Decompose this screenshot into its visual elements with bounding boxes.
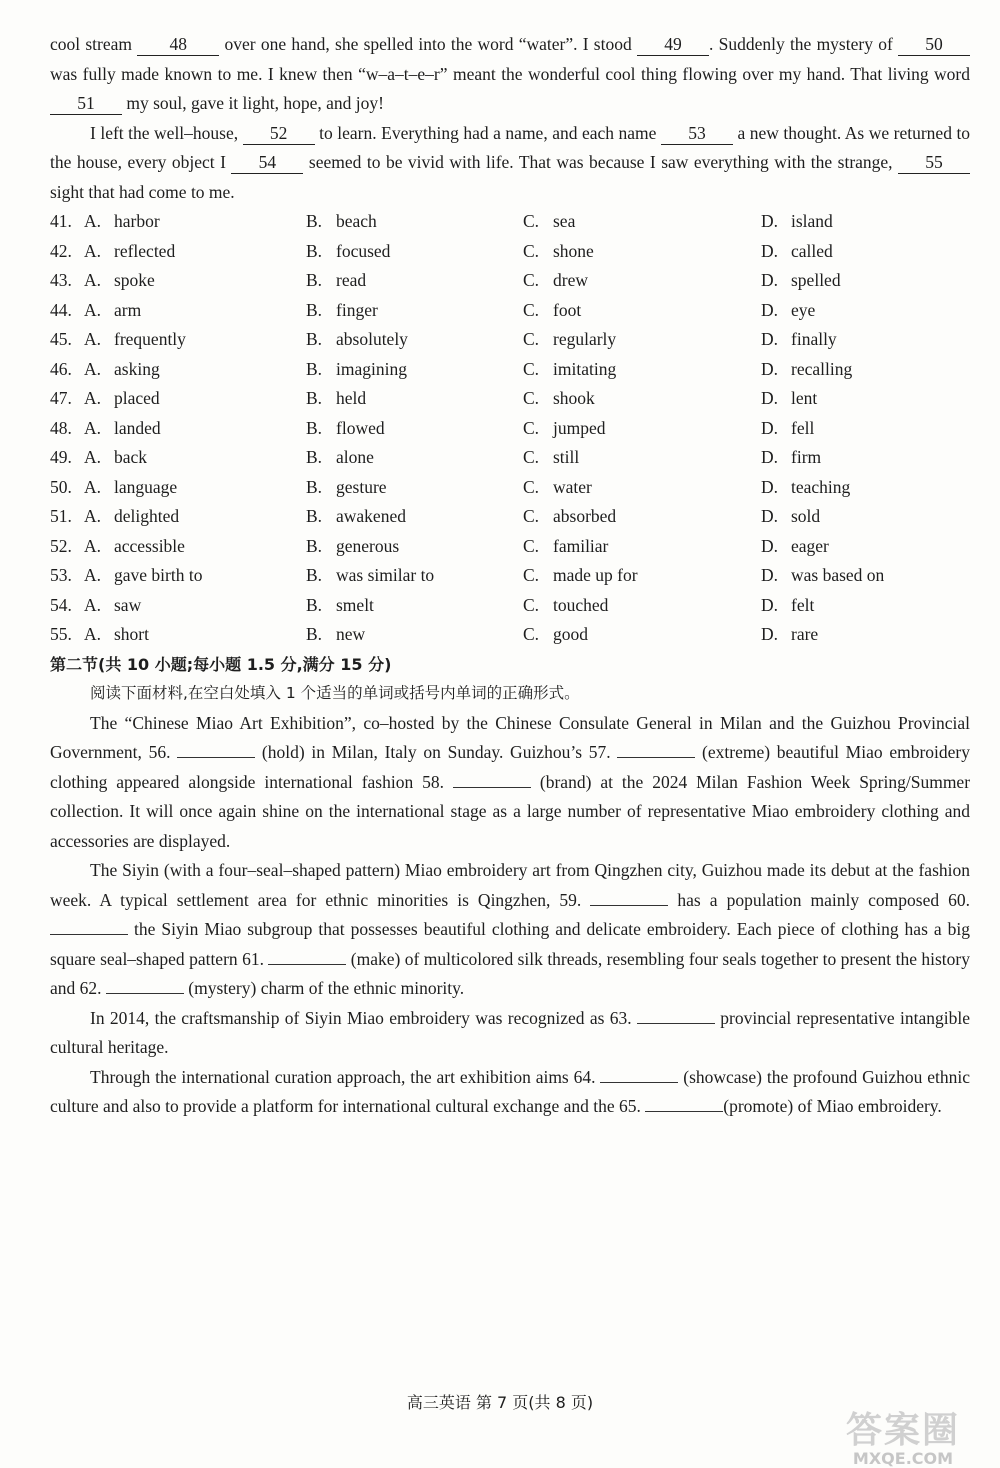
- option-b[interactable]: B. imagining: [306, 358, 407, 379]
- options-row-52: [50, 532, 970, 562]
- text: (make) of multicolored silk threads, resembling four seals together to present the history and 62.: [50, 948, 971, 998]
- option-a[interactable]: A. language: [84, 476, 178, 497]
- question-number: 49.: [50, 447, 72, 467]
- blank-62[interactable]: [106, 975, 184, 994]
- blank-59[interactable]: [590, 887, 668, 906]
- option-c[interactable]: C. imitating: [523, 358, 617, 379]
- passage-paragraph-1: [50, 30, 970, 119]
- option-b[interactable]: B. new: [306, 624, 366, 644]
- text: (promote) of Miao embroidery.: [723, 1096, 942, 1116]
- options-row-43: [50, 266, 970, 296]
- option-c[interactable]: C. water: [523, 476, 592, 497]
- option-b[interactable]: B. generous: [306, 535, 400, 556]
- blank-63[interactable]: [637, 1005, 715, 1024]
- text: sight that had come to me.: [50, 181, 235, 202]
- options-row-55: [50, 620, 970, 650]
- grammar-paragraph-2: [50, 856, 970, 1004]
- option-a[interactable]: A. placed: [84, 388, 160, 408]
- blank-50: 50: [898, 33, 970, 56]
- option-d[interactable]: D. eye: [761, 299, 816, 320]
- text: over one hand, she spelled into the word “water”. I stood: [224, 34, 632, 54]
- text: (extreme) beautiful Miao embroidery clothing appeared alongside international fashion 58.: [50, 742, 970, 792]
- options-row-44: [50, 296, 970, 326]
- text: (mystery) charm of the ethnic minority.: [188, 978, 465, 998]
- option-b[interactable]: B. gesture: [306, 476, 387, 497]
- option-d[interactable]: D. spelled: [761, 270, 841, 290]
- text: The “Chinese Miao Art Exhibition”, co–hosted by the Chinese Consulate General in Milan and the Guizhou Provincial Government, 56.: [50, 712, 970, 762]
- blank-48: 48: [137, 33, 219, 56]
- option-c[interactable]: C. drew: [523, 270, 588, 290]
- question-number: 50.: [50, 476, 72, 497]
- option-a[interactable]: A. arm: [84, 299, 142, 320]
- option-b[interactable]: B. read: [306, 270, 367, 290]
- options-row-50: [50, 473, 970, 503]
- question-number: 42.: [50, 240, 72, 261]
- option-d[interactable]: D. recalling: [761, 358, 853, 379]
- watermark-logo: [828, 1402, 978, 1468]
- blank-58[interactable]: [453, 769, 531, 788]
- option-c[interactable]: C. good: [523, 624, 588, 644]
- option-d[interactable]: D. was based on: [761, 565, 885, 585]
- text: I left the well–house,: [90, 122, 239, 143]
- options-row-42: [50, 237, 970, 267]
- option-b[interactable]: B. smelt: [306, 594, 374, 615]
- option-d[interactable]: D. called: [761, 240, 833, 261]
- blank-61[interactable]: [268, 946, 346, 965]
- option-d[interactable]: D. rare: [761, 624, 819, 644]
- text: cool stream: [50, 34, 133, 54]
- blank-53: 53: [661, 122, 733, 145]
- question-number: 43.: [50, 270, 72, 290]
- blank-52: 52: [243, 122, 315, 145]
- option-a[interactable]: A. harbor: [84, 211, 160, 231]
- option-d[interactable]: D. island: [761, 211, 833, 231]
- text: (showcase) the profound Guizhou ethnic culture and also to provide a platform for international cultural exchange and the 65.: [50, 1066, 971, 1116]
- exam-page: [50, 30, 970, 1122]
- option-a[interactable]: A. frequently: [84, 329, 186, 349]
- option-d[interactable]: D. felt: [761, 594, 815, 615]
- question-number: 44.: [50, 299, 72, 320]
- text: The Siyin (with a four–seal–shaped pattern) Miao embroidery art from Qingzhen city, Guizhou made its debut at the fashion week. A typical settlement area for ethnic minorities is Qingzhen, 59.: [50, 860, 970, 910]
- grammar-paragraph-3: [50, 1004, 970, 1063]
- question-number: 54.: [50, 594, 72, 615]
- blank-49: 49: [637, 33, 709, 56]
- options-row-51: [50, 502, 970, 532]
- option-d[interactable]: D. eager: [761, 535, 829, 556]
- watermark-logo-text: 答案圈: [845, 1410, 960, 1451]
- option-d[interactable]: D. fell: [761, 417, 815, 438]
- options-row-45: [50, 325, 970, 355]
- option-c[interactable]: C. shone: [523, 240, 594, 261]
- grammar-paragraph-1: [50, 709, 970, 857]
- text: (hold) in Milan, Italy on Sunday. Guizhou’s 57.: [261, 742, 611, 762]
- text: a new thought. As we returned to the house, every object I: [50, 122, 971, 172]
- blank-55: 55: [898, 151, 970, 174]
- option-b[interactable]: B. held: [306, 388, 367, 408]
- text: seemed to be vivid with life. That was because I saw everything with the strange,: [308, 152, 893, 172]
- text: Through the international curation approach, the art exhibition aims 64.: [90, 1066, 596, 1087]
- text: to learn. Everything had a name, and each name: [319, 122, 657, 143]
- blank-64[interactable]: [600, 1064, 678, 1083]
- options-row-46: [50, 355, 970, 385]
- text: my soul, gave it light, hope, and joy!: [126, 93, 384, 113]
- question-number: 46.: [50, 358, 72, 379]
- option-c[interactable]: C. familiar: [523, 535, 609, 556]
- option-a[interactable]: A. delighted: [84, 506, 180, 526]
- question-number: 48.: [50, 417, 72, 438]
- option-b[interactable]: B. was similar to: [306, 565, 435, 585]
- option-c[interactable]: C. foot: [523, 299, 582, 320]
- blank-56[interactable]: [177, 739, 255, 758]
- option-d[interactable]: D. teaching: [761, 476, 851, 497]
- options-row-41: [50, 207, 970, 237]
- blank-60[interactable]: [50, 916, 128, 935]
- page-footer: 高三英语 第 7 页(共 8 页): [406, 1393, 594, 1412]
- option-b[interactable]: B. alone: [306, 447, 374, 467]
- option-c[interactable]: C. absorbed: [523, 506, 617, 526]
- text: . Suddenly the mystery of: [708, 34, 893, 54]
- options-row-49: [50, 443, 970, 473]
- question-number: 47.: [50, 388, 72, 408]
- text: the Siyin Miao subgroup that possesses beautiful clothing and delicate embroidery. Each piece of clothing has a big square seal–shaped pattern 61.: [50, 919, 970, 969]
- question-number: 41.: [50, 211, 72, 231]
- option-c[interactable]: C. sea: [523, 211, 576, 231]
- option-a[interactable]: A. gave birth to: [84, 565, 203, 585]
- option-a[interactable]: A. back: [84, 447, 148, 467]
- option-b[interactable]: B. beach: [306, 211, 377, 231]
- question-number: 45.: [50, 329, 72, 349]
- section-title: 第二节(共 10 小题;每小题 1.5 分,满分 15 分): [50, 654, 392, 674]
- text: (brand) at the 2024 Milan Fashion Week Spring/Summer collection. It will once again shine on the international stage as a large number of representative Miao embroidery clothing and accessories are displayed.: [50, 771, 971, 851]
- blank-65[interactable]: [645, 1093, 723, 1112]
- option-b[interactable]: B. awakened: [306, 506, 406, 526]
- passage-paragraph-2: [50, 119, 970, 208]
- option-d[interactable]: D. firm: [761, 447, 822, 467]
- option-d[interactable]: D. lent: [761, 388, 818, 408]
- option-b[interactable]: B. finger: [306, 299, 378, 320]
- option-b[interactable]: B. flowed: [306, 417, 385, 438]
- question-number: 53.: [50, 565, 72, 585]
- question-number: 51.: [50, 506, 72, 526]
- section-instruction: 阅读下面材料,在空白处填入 1 个适当的单词或括号内单词的正确形式。: [90, 684, 580, 702]
- grammar-paragraph-4: [50, 1063, 970, 1122]
- option-a[interactable]: A. landed: [84, 417, 161, 438]
- options-row-48: [50, 414, 970, 444]
- option-a[interactable]: A. reflected: [84, 240, 176, 261]
- blank-54: 54: [231, 151, 303, 174]
- option-c[interactable]: C. made up for: [523, 565, 638, 585]
- option-a[interactable]: A. saw: [84, 594, 142, 615]
- options-row-53: [50, 561, 970, 591]
- options-row-54: [50, 591, 970, 621]
- option-d[interactable]: D. sold: [761, 506, 821, 526]
- text: has a population mainly composed 60.: [677, 889, 971, 910]
- option-a[interactable]: A. accessible: [84, 535, 185, 556]
- question-number: 52.: [50, 535, 72, 556]
- option-c[interactable]: C. jumped: [523, 417, 606, 438]
- blank-51: 51: [50, 92, 122, 115]
- option-b[interactable]: B. focused: [306, 240, 391, 261]
- option-d[interactable]: D. finally: [761, 329, 837, 349]
- text: In 2014, the craftsmanship of Siyin Miao embroidery was recognized as 63.: [90, 1007, 632, 1028]
- option-a[interactable]: A. asking: [84, 358, 160, 379]
- option-c[interactable]: C. still: [523, 447, 580, 467]
- text: was fully made known to me. I knew then “w–a–t–e–r” meant the wonderful cool thing flowing over my hand. That living word: [50, 63, 970, 84]
- option-c[interactable]: C. touched: [523, 594, 609, 615]
- options-list: [50, 207, 970, 650]
- option-c[interactable]: C. shook: [523, 388, 595, 408]
- option-c[interactable]: C. regularly: [523, 329, 617, 349]
- option-a[interactable]: A. spoke: [84, 270, 155, 290]
- blank-57[interactable]: [617, 739, 695, 758]
- question-number: 55.: [50, 624, 72, 644]
- options-row-47: [50, 384, 970, 414]
- text: provincial representative intangible cultural heritage.: [50, 1007, 970, 1057]
- option-a[interactable]: A. short: [84, 624, 149, 644]
- option-b[interactable]: B. absolutely: [306, 329, 408, 349]
- watermark-url: MXQE.COM: [852, 1449, 954, 1468]
